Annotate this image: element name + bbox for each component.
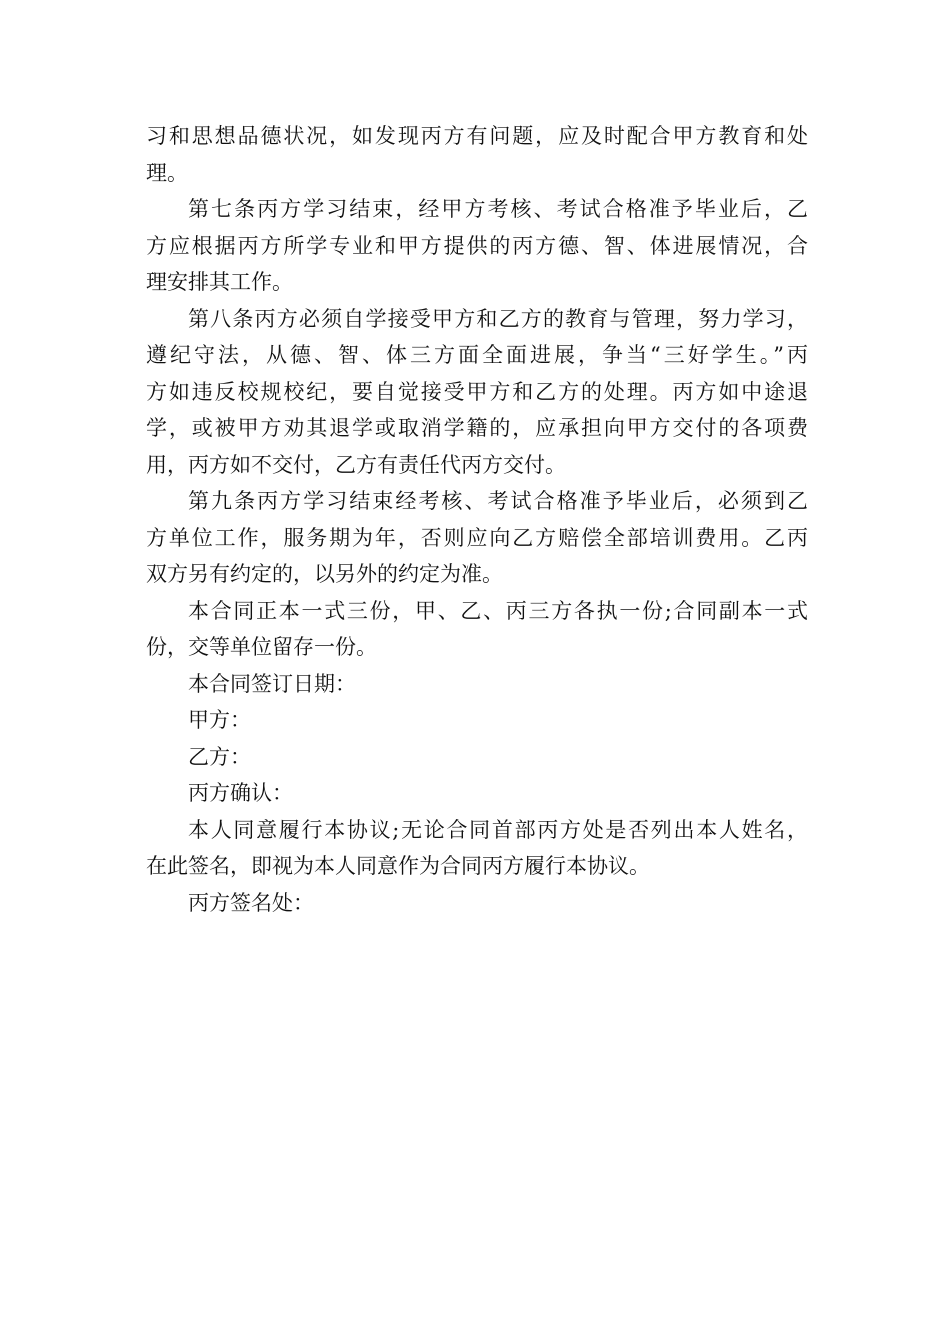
text-line: 遵纪守法，从德、智、体三方面全面进展，争当“三好学生。”丙	[146, 343, 808, 367]
paragraph-article-8	[146, 301, 808, 484]
text-line: 本合同正本一式三份，甲、乙、丙三方各执一份;合同副本一式	[188, 598, 808, 623]
document-body	[146, 118, 808, 921]
text-line: 份，交等单位留存一份。	[146, 635, 377, 659]
text-line: 方应根据丙方所学专业和甲方提供的丙方德、智、体进展情况，合	[146, 233, 808, 258]
paragraph-article-9	[146, 483, 808, 593]
paragraph-article-7	[146, 191, 808, 301]
text-line: 用，丙方如不交付，乙方有责任代丙方交付。	[146, 452, 566, 477]
text-line: 理。	[146, 160, 188, 185]
text-line: 乙方：	[188, 744, 251, 769]
party-c-confirmation-label	[146, 775, 808, 812]
party-a-label	[146, 702, 808, 739]
text-line: 本合同签订日期：	[188, 671, 356, 696]
text-line: 第七条丙方学习结束，经甲方考核、考试合格准予毕业后，乙	[188, 197, 808, 221]
paragraph-copies	[146, 593, 808, 666]
text-line: 丙方确认：	[188, 781, 293, 805]
text-line: 方如违反校规校纪，要自觉接受甲方和乙方的处理。丙方如中途退	[146, 379, 808, 404]
text-line: 方单位工作，服务期为年，否则应向乙方赔偿全部培训费用。乙丙	[146, 525, 808, 550]
text-line: 丙方签名处：	[188, 890, 314, 915]
text-line: 第八条丙方必须自学接受甲方和乙方的教育与管理，努力学习，	[188, 306, 808, 331]
text-line: 第九条丙方学习结束经考核、考试合格准予毕业后，必须到乙	[188, 489, 808, 513]
signing-date-label	[146, 666, 808, 703]
paragraph-party-c-agreement	[146, 812, 808, 885]
text-line: 理安排其工作。	[146, 270, 293, 294]
paragraph-intro-continuation	[146, 118, 808, 191]
text-line: 甲方：	[188, 708, 251, 732]
text-line: 本人同意履行本协议;无论合同首部丙方处是否列出本人姓名，	[188, 817, 808, 842]
party-b-label	[146, 739, 808, 776]
text-line: 学，或被甲方劝其退学或取消学籍的，应承担向甲方交付的各项费	[146, 416, 808, 440]
party-c-signature-label	[146, 885, 808, 922]
text-line: 在此签名，即视为本人同意作为合同丙方履行本协议。	[146, 854, 650, 878]
text-line: 习和思想品德状况，如发现丙方有问题，应及时配合甲方教育和处	[146, 124, 808, 148]
text-line: 双方另有约定的，以另外的约定为准。	[146, 562, 503, 586]
